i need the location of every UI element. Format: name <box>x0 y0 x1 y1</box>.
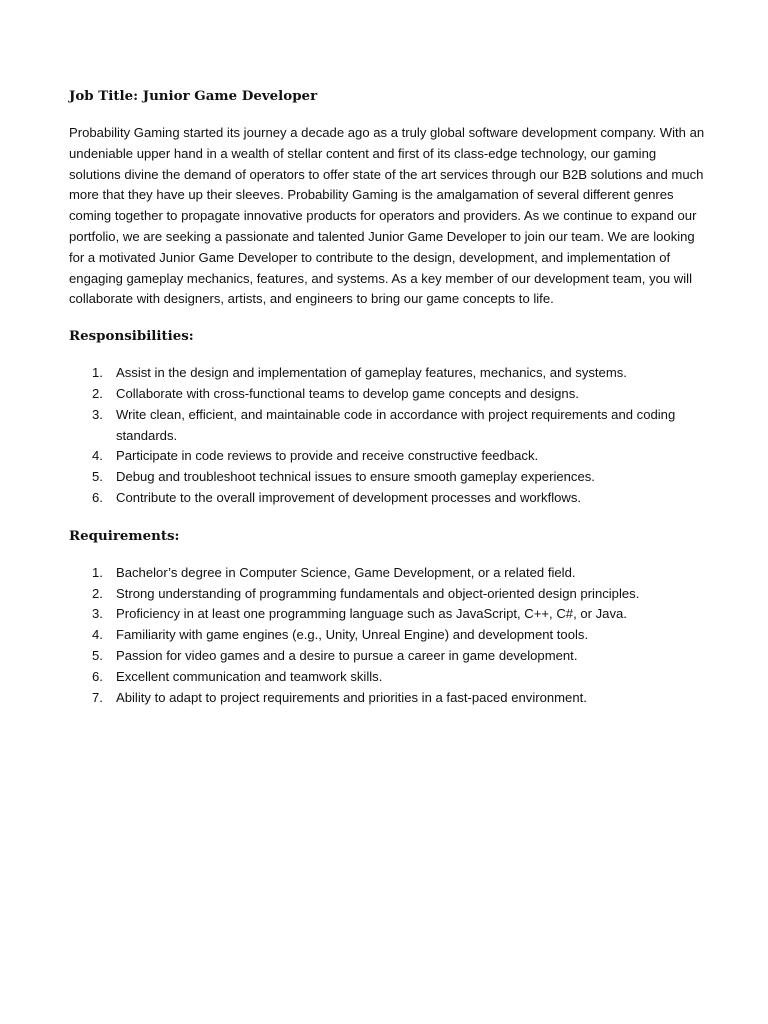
list-item <box>69 584 709 605</box>
list-item <box>69 646 709 667</box>
list-item <box>69 446 709 467</box>
list-item-text: Participate in code reviews to provide and receive constructive feedback. <box>116 448 539 464</box>
requirements-list <box>69 563 709 709</box>
responsibilities-heading: Responsibilities: <box>69 328 194 345</box>
list-item-text: Write clean, efficient, and maintainable code in accordance with project requirements and coding standards. <box>116 406 676 443</box>
list-item-text: Proficiency in at least one programming language such as JavaScript, C++, C#, or Java. <box>116 606 627 622</box>
list-item <box>69 625 709 646</box>
list-item <box>69 363 709 384</box>
list-item <box>69 488 709 509</box>
list-item <box>69 688 709 709</box>
list-item-text: Ability to adapt to project requirements and priorities in a fast-paced environment. <box>116 689 587 705</box>
list-item-number: 5. <box>92 647 103 663</box>
company-intro-paragraph: Probability Gaming started its journey a decade ago as a truly global software development company. With an undeniable upper hand in a wealth of stellar content and first of its class-edge technology, our gaming solutions divine the demand of operators to offer state of the art services through our B2B solutions and much more that they have up their sleeves. Probability Gaming is the amalgamation of several different genres coming together to propagate innovative products for operators and providers. As we continue to expand our portfolio, we are seeking a passionate and talented Junior Game Developer to join our team. We are looking for a motivated Junior Game Developer to contribute to the design, development, and implementation of engaging gameplay mechanics, features, and systems. As a key member of our development team, you will collaborate with designers, artists, and engineers to bring our game concepts to life. <box>69 125 705 307</box>
list-item-number: 2. <box>92 585 103 601</box>
document-page <box>69 86 709 725</box>
list-item <box>69 405 709 447</box>
list-item-number: 6. <box>92 489 103 505</box>
list-item <box>69 604 709 625</box>
list-item-number: 4. <box>92 627 103 643</box>
list-item-text: Collaborate with cross-functional teams to develop game concepts and designs. <box>116 385 579 401</box>
list-item-text: Familiarity with game engines (e.g., Unity, Unreal Engine) and development tools. <box>116 627 589 643</box>
list-item-text: Contribute to the overall improvement of development processes and workflows. <box>116 489 582 505</box>
list-item-number: 3. <box>92 406 103 422</box>
list-item-number: 3. <box>92 606 103 622</box>
list-item-number: 2. <box>92 385 103 401</box>
list-item <box>69 667 709 688</box>
list-item-number: 7. <box>92 689 103 705</box>
list-item-number: 6. <box>92 668 103 684</box>
list-item <box>69 384 709 405</box>
list-item-number: 4. <box>92 448 103 464</box>
requirements-heading: Requirements: <box>69 527 180 544</box>
job-title: Job Title: Junior Game Developer <box>69 88 318 104</box>
list-item-number: 1. <box>92 365 103 381</box>
list-item <box>69 563 709 584</box>
list-item-number: 5. <box>92 469 103 485</box>
responsibilities-list <box>69 363 709 509</box>
list-item-text: Assist in the design and implementation of gameplay features, mechanics, and systems. <box>116 365 627 381</box>
list-item-text: Excellent communication and teamwork skills. <box>116 668 383 684</box>
list-item-text: Bachelor’s degree in Computer Science, Game Development, or a related field. <box>116 564 576 580</box>
list-item-number: 1. <box>92 564 103 580</box>
list-item-text: Debug and troubleshoot technical issues to ensure smooth gameplay experiences. <box>116 469 595 485</box>
list-item-text: Strong understanding of programming fundamentals and object-oriented design principles. <box>116 585 640 601</box>
list-item-text: Passion for video games and a desire to pursue a career in game development. <box>116 647 578 663</box>
list-item <box>69 467 709 488</box>
